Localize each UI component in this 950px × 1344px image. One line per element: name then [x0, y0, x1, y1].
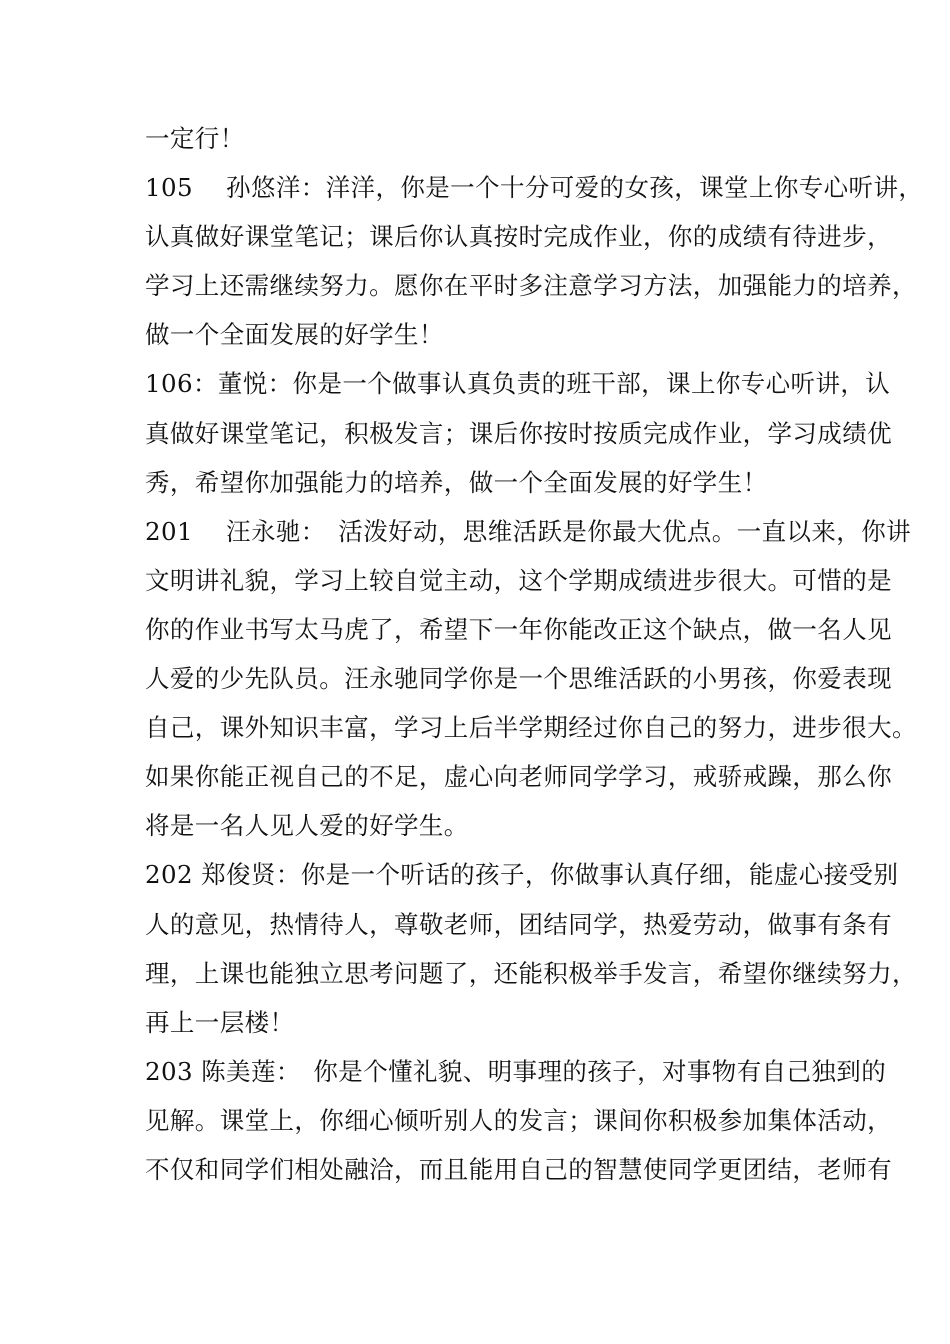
text-line: 认真做好课堂笔记；课后你认真按时完成作业，你的成绩有待进步， [145, 222, 892, 252]
text-line: 人的意见，热情待人，尊敬老师，团结同学，热爱劳动，做事有条有 [145, 909, 892, 939]
text-line: 文明讲礼貌，学习上较自觉主动，这个学期成绩进步很大。可惜的是 [145, 565, 892, 595]
text-line: 如果你能正视自己的不足，虚心向老师同学学习，戒骄戒躁，那么你 [145, 762, 892, 792]
text-line: 理，上课也能独立思考问题了，还能积极举手发言，希望你继续努力， [145, 958, 917, 988]
text-line: 将是一名人见人爱的好学生。 [145, 811, 469, 841]
text-line: 做一个全面发展的好学生！ [145, 320, 444, 350]
text-line: 201 汪永驰： 活泼好动，思维活跃是你最大优点。一直以来，你讲 [145, 516, 911, 546]
text-line: 一定行！ [145, 124, 245, 153]
text-line: 见解。课堂上，你细心倾听别人的发言；课间你积极参加集体活动， [145, 1105, 892, 1135]
text-line: 你的作业书写太马虎了，希望下一年你能改正这个缺点，做一名人见 [145, 614, 892, 644]
comment-text [145, 114, 924, 1194]
text-line: 学习上还需继续努力。愿你在平时多注意学习方法，加强能力的培养， [145, 271, 917, 301]
text-line: 再上一层楼！ [145, 1007, 295, 1037]
text-line: 106：董悦：你是一个做事认真负责的班干部，课上你专心听讲，认 [145, 369, 891, 399]
text-line: 秀，希望你加强能力的培养，做一个全面发展的好学生！ [145, 467, 768, 497]
text-line: 自己，课外知识丰富，学习上后半学期经过你自己的努力，进步很大。 [145, 713, 917, 743]
text-line: 不仅和同学们相处融洽，而且能用自己的智慧使同学更团结，老师有 [145, 1154, 892, 1184]
text-line: 203 陈美莲： 你是个懂礼貌、明事理的孩子，对事物有自己独到的 [145, 1056, 887, 1086]
text-line: 人爱的少先队员。汪永驰同学你是一个思维活跃的小男孩，你爱表现 [145, 664, 892, 694]
text-line: 105 孙悠洋：洋洋，你是一个十分可爱的女孩，课堂上你专心听讲， [145, 173, 924, 203]
text-line: 202 郑俊贤：你是一个听话的孩子，你做事认真仔细，能虚心接受别 [145, 860, 899, 890]
text-line: 真做好课堂笔记，积极发言；课后你按时按质完成作业，学习成绩优 [145, 418, 892, 448]
